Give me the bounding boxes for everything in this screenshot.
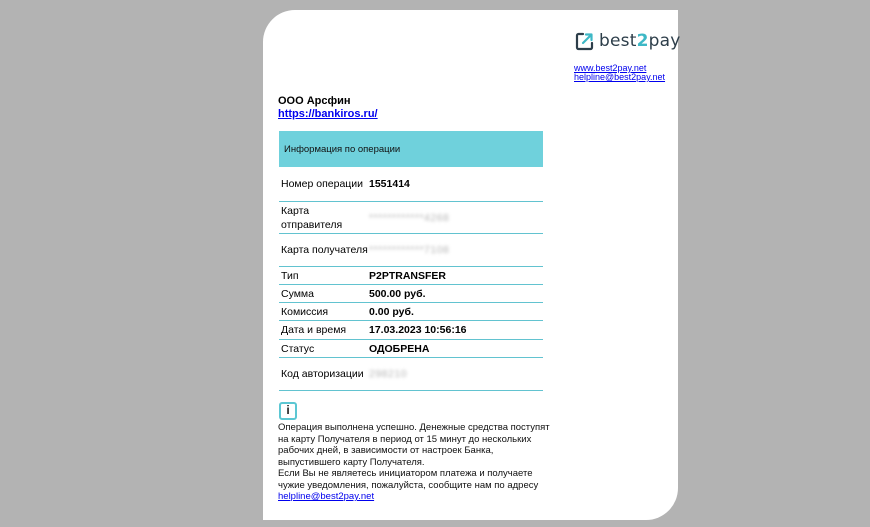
masked-card-number: ************7108 <box>369 244 450 256</box>
operation-table-header: Информация по операции <box>279 131 543 167</box>
row-label: Статус <box>281 342 315 355</box>
status-value: ОДОБРЕНА <box>369 342 430 355</box>
row-label: Номер операции <box>281 178 364 190</box>
table-row <box>279 285 543 303</box>
best2pay-logo <box>575 31 680 51</box>
info-text-report: Если Вы не являетесь инициатором платежа и получаете чужие уведомления, пожалуйста, сообщите нам по адресу <box>278 468 539 491</box>
row-label: Карта получателя <box>281 244 368 256</box>
row-label: Тип <box>281 269 299 282</box>
row-label: Сумма <box>281 287 314 300</box>
table-row <box>279 321 543 340</box>
merchant-name: ООО Арсфин <box>278 95 351 107</box>
table-row <box>279 234 543 267</box>
row-label: Карта отправителя <box>281 204 343 231</box>
operation-table <box>279 131 543 391</box>
masked-card-number: ************4268 <box>369 211 450 224</box>
merchant-url-link[interactable]: https://bankiros.ru/ <box>278 108 378 120</box>
info-block <box>278 402 558 503</box>
logo-arrow-icon <box>575 32 594 51</box>
info-email-link[interactable]: helpline@best2pay.net <box>278 491 375 502</box>
masked-auth-code: 298210 <box>369 368 408 380</box>
row-value: 500.00 руб. <box>369 287 426 300</box>
row-value: 0.00 руб. <box>369 305 414 318</box>
row-label: Комиссия <box>281 305 329 318</box>
helpline-link[interactable]: helpline@best2pay.net <box>574 72 666 82</box>
row-value: 17.03.2023 10:56:16 <box>369 324 467 336</box>
logo-wordmark: best2pay <box>599 31 681 51</box>
row-label: Код авторизации <box>281 368 364 380</box>
table-row <box>279 340 543 358</box>
table-row <box>279 167 543 202</box>
table-row <box>279 303 543 321</box>
merchant-block <box>278 95 378 121</box>
info-icon: i <box>279 402 297 420</box>
brand-contacts <box>574 64 665 82</box>
row-value: P2PTRANSFER <box>369 269 447 282</box>
row-value: 1551414 <box>369 178 410 190</box>
website-link[interactable]: www.best2pay.net <box>574 63 647 73</box>
row-label: Дата и время <box>281 324 347 336</box>
info-text-success: Операция выполнена успешно. Денежные средства поступят на карту Получателя в период от 15 минут до нескольких рабочих дней, в зависимости от настроек Банка, выпустившего карту Получателя. <box>278 422 550 468</box>
table-row <box>279 267 543 285</box>
table-row <box>279 358 543 391</box>
receipt-card <box>263 10 681 520</box>
table-row <box>279 202 543 234</box>
